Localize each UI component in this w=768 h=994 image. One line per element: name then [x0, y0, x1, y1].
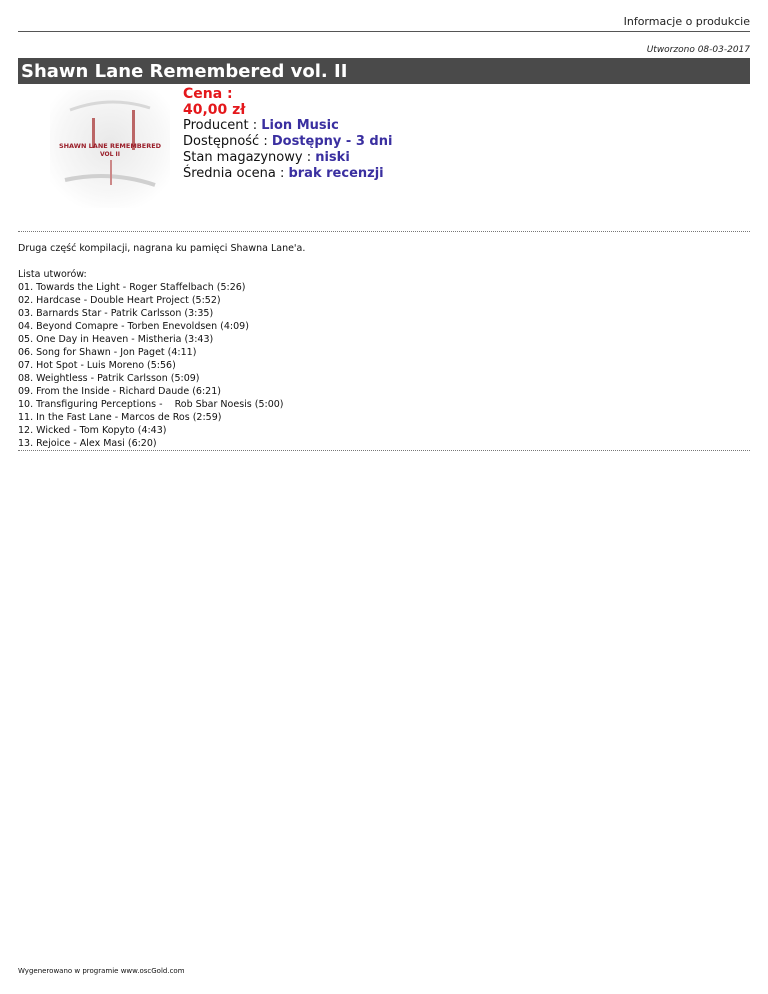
rating-value: brak recenzji [288, 166, 384, 181]
list-item: 09. From the Inside - Richard Daude (6:21) [18, 386, 221, 397]
page [18, 0, 750, 451]
availability-label: Dostępność : [183, 134, 272, 149]
producer-row [183, 118, 392, 134]
cover-text-line2: VOL II [99, 151, 121, 158]
stock-label: Stan magazynowy : [183, 150, 316, 165]
list-item: 02. Hardcase - Double Heart Project (5:52) [18, 295, 221, 306]
rating-row [183, 166, 392, 182]
list-item: 01. Towards the Light - Roger Staffelbach (5:26) [18, 282, 246, 293]
product-title: Shawn Lane Remembered vol. II [18, 58, 750, 84]
list-item: 12. Wicked - Tom Kopyto (4:43) [18, 425, 167, 436]
divider-top [18, 231, 750, 232]
producer-label: Producent : [183, 118, 262, 133]
availability-row [183, 134, 392, 150]
divider-bottom [18, 450, 750, 451]
tracklist [18, 281, 750, 450]
price-value: 40,00 zł [183, 102, 246, 118]
tracklist-header: Lista utworów: [18, 269, 87, 280]
page-header-title: Informacje o produkcie [18, 0, 750, 32]
footer-generated: Wygenerowano w programie www.oscGold.com [18, 967, 185, 975]
product-description [18, 242, 750, 450]
rating-label: Średnia ocena : [183, 166, 289, 181]
list-item: 07. Hot Spot - Luis Moreno (5:56) [18, 360, 176, 371]
product-section [18, 84, 750, 214]
cover-text-line1: SHAWN LANE REMEMBERED [58, 142, 162, 150]
availability-value: Dostępny - 3 dni [271, 134, 393, 149]
product-info [183, 86, 392, 182]
price-label: Cena : [183, 86, 233, 102]
list-item: 04. Beyond Comapre - Torben Enevoldsen (4:09) [18, 321, 249, 332]
stock-row [183, 150, 392, 166]
list-item: 06. Song for Shawn - Jon Paget (4:11) [18, 347, 197, 358]
list-item: 10. Transfiguring Perceptions - Rob Sbar Noesis (5:00) [18, 399, 284, 410]
album-cover-image [50, 90, 170, 208]
list-item: 05. One Day in Heaven - Mistheria (3:43) [18, 334, 214, 345]
list-item: 13. Rejoice - Alex Masi (6:20) [18, 438, 157, 449]
created-date: Utworzono 08-03-2017 [646, 45, 750, 55]
list-item: 03. Barnards Star - Patrik Carlsson (3:35) [18, 308, 214, 319]
stock-value: niski [315, 150, 350, 165]
list-item: 11. In the Fast Lane - Marcos de Ros (2:59) [18, 412, 222, 423]
producer-value[interactable]: Lion Music [261, 118, 339, 133]
list-item: 08. Weightless - Patrik Carlsson (5:09) [18, 373, 200, 384]
description-intro: Druga część kompilacji, nagrana ku pamięci Shawna Lane'a. [18, 243, 306, 254]
